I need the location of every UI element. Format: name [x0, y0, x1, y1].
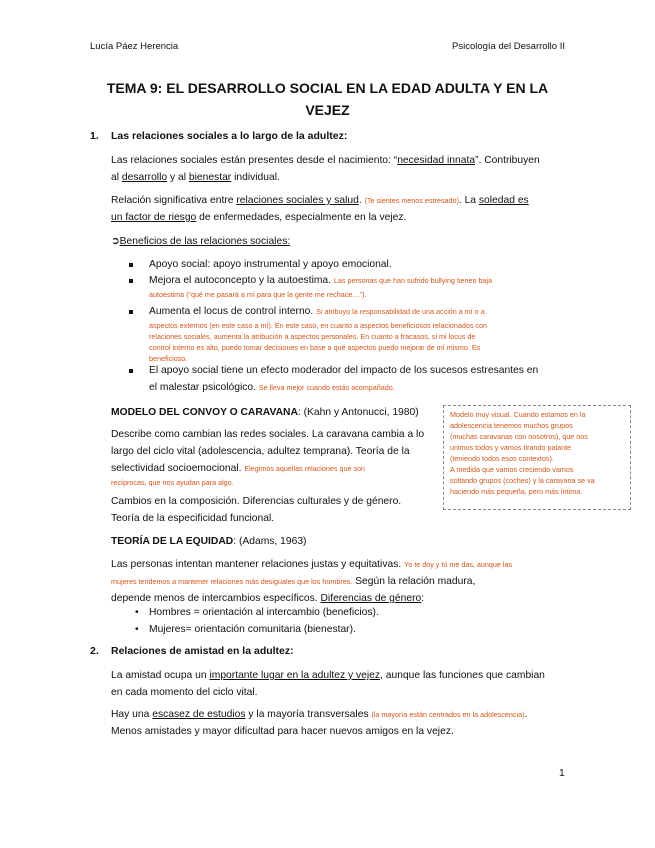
section-2-heading: Relaciones de amistad en la adultez: [111, 645, 294, 657]
bullet-icon: • [135, 607, 139, 618]
bullet-icon [129, 263, 133, 267]
section-1-number: 1. [90, 130, 99, 142]
convoy-note-box: Modelo muy visual. Cuando estamos en la adolescencia tenemos muchos grupos (muchas caravanas con nosotros), que nos unimos todos y vamos tirando palante (teniendo todos esos contextos). A medida que vamos creciendo vamos soltando grupos (coches) y la caravana se va haciendo más pequeña, pero más íntima. [443, 405, 631, 510]
benefit-bullet-3: Aumenta el locus de control interno. Si atribuyo la responsabilidad de una acción a mí o a aspectos externos (en este caso a mí). En este caso, en cuanto a aspectos beneficiosos relacionados con relaciones sociales, aumenta la atribución a aspectos personales. En cuanto a fracasos, si mi locus de control interno es alto, puedo tomar decisiones en base a qué aspectos puedo mejorar de mí mismo. Es beneficioso. [149, 303, 569, 364]
benefits-heading: ➲Beneficios de las relaciones sociales: [111, 236, 291, 247]
bullet-icon [129, 279, 133, 283]
paragraph-innate-need: Las relaciones sociales están presentes desde el nacimiento: “necesidad innata”. Contribuyen al desarrollo y al bienestar individual. [111, 155, 540, 183]
equity-bullet-men: • Hombres = orientación al intercambio (beneficios). [149, 604, 379, 621]
arrow-icon: ➲ [111, 236, 120, 247]
section-2-number: 2. [90, 645, 99, 657]
benefit-bullet-2: Mejora el autoconcepto y la autoestima. Las personas que han sufrido bullying tienen baja autoestima (“qué me pasará a mí para que la gente me rechace…”). [149, 272, 569, 300]
friendship-paragraph-1: La amistad ocupa un importante lugar en la adultez y vejez, aunque las funciones que cambian en cada momento del ciclo vital. [111, 670, 545, 698]
title-line-2: VEJEZ [305, 102, 350, 118]
bullet-icon [129, 369, 133, 373]
equity-heading: TEORÍA DE LA EQUIDAD: (Adams, 1963) [111, 536, 307, 547]
friendship-paragraph-2: Hay una escasez de estudios y la mayoría transversales (la mayoría están centrados en la adolescencia). Menos amistades y mayor dificultad para hacer nuevos amigos en la vejez. [111, 709, 528, 737]
paragraph-health: Relación significativa entre relaciones sociales y salud. (Te sientes menos estresado). La soledad es un factor de riesgo de enfermedades, especialmente en la vejez. [111, 195, 529, 223]
page-number: 1 [559, 768, 565, 779]
title-line-1: TEMA 9: EL DESARROLLO SOCIAL EN LA EDAD ADULTA Y EN LA [106, 80, 549, 96]
header-course: Psicología del Desarrollo II [452, 41, 565, 52]
header-author: Lucía Páez Herencia [90, 41, 179, 52]
bullet-icon [129, 310, 133, 314]
bullet-icon: • [135, 624, 139, 635]
equity-bullet-women: • Mujeres= orientación comunitaria (bienestar). [149, 621, 356, 638]
benefit-bullet-4: El apoyo social tiene un efecto moderador del impacto de los sucesos estresantes en el malestar psicológico. Se lleva mejor cuando estás acompañado. [149, 362, 569, 396]
convoy-paragraph-2: Cambios en la composición. Diferencias culturales y de género. Teoría de la especificidad funcional. [111, 496, 402, 524]
benefit-bullet-1: Apoyo social: apoyo instrumental y apoyo emocional. [149, 256, 566, 273]
convoy-paragraph: Describe como cambian las redes sociales. La caravana cambia a lo largo del ciclo vital (adolescencia, adultez temprana). Teoría de la selectividad socioemocional. Elegimos aquellas relaciones que son recíprocas, que nos ayudan para algo. [111, 429, 425, 487]
convoy-heading: MODELO DEL CONVOY O CARAVANA: (Kahn y Antonucci, 1980) [111, 407, 419, 418]
page-title [0, 77, 655, 121]
section-1-heading: Las relaciones sociales a lo largo de la adultez: [111, 130, 348, 142]
equity-paragraph: Las personas intentan mantener relaciones justas y equitativas. Yo te doy y tú me das, aunque las mujeres tendemos a mantener relaciones más desiguales que los hombres. Según la relación madura, depende menos de intercambios específicos. Diferencias de género: [111, 559, 513, 604]
